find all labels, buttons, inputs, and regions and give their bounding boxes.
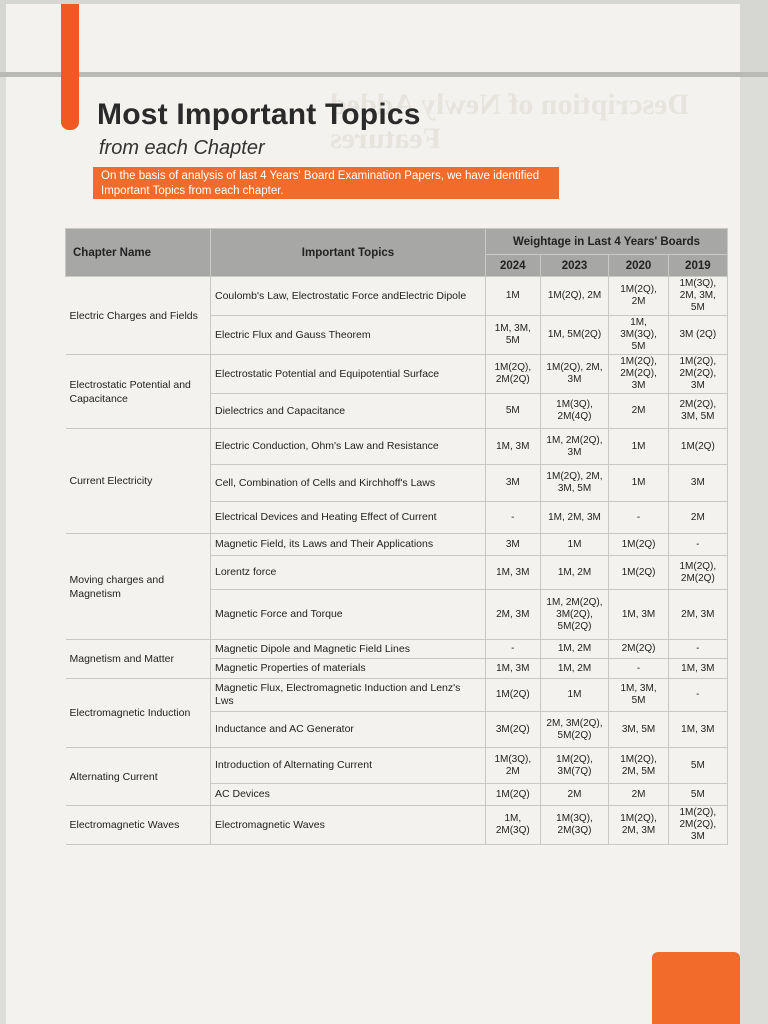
table-row bbox=[66, 679, 728, 712]
weightage-cell-2024: 1M, 3M bbox=[486, 429, 541, 465]
chapter-name-cell: Electrostatic Potential and Capacitance bbox=[66, 355, 211, 429]
weightage-cell-2024: 1M, 2M(3Q) bbox=[486, 806, 541, 845]
weightage-cell-2020: 1M(2Q), 2M bbox=[609, 277, 668, 316]
chapter-name-cell: Electric Charges and Fields bbox=[66, 277, 211, 355]
weightage-cell-2019: 5M bbox=[668, 748, 727, 784]
weightage-cell-2020: - bbox=[609, 502, 668, 534]
weightage-cell-2024: 3M bbox=[486, 534, 541, 556]
weightage-cell-2023: 1M, 2M, 3M bbox=[540, 502, 609, 534]
weightage-cell-2023: 1M(3Q), 2M(3Q) bbox=[540, 806, 609, 845]
weightage-cell-2020: 2M bbox=[609, 394, 668, 429]
chapter-name-cell: Current Electricity bbox=[66, 429, 211, 534]
weightage-cell-2023: 1M bbox=[540, 679, 609, 712]
weightage-cell-2020: - bbox=[609, 659, 668, 679]
table-row bbox=[66, 277, 728, 316]
topic-cell: Dielectrics and Capacitance bbox=[211, 394, 486, 429]
topics-table-body bbox=[66, 277, 728, 845]
table-row bbox=[66, 640, 728, 659]
weightage-cell-2024: 1M, 3M bbox=[486, 556, 541, 590]
topic-cell: AC Devices bbox=[211, 784, 486, 806]
weightage-cell-2023: 1M, 2M bbox=[540, 640, 609, 659]
orange-corner-tab bbox=[652, 952, 740, 1024]
weightage-cell-2020: 1M bbox=[609, 429, 668, 465]
weightage-cell-2023: 1M(3Q), 2M(4Q) bbox=[540, 394, 609, 429]
weightage-cell-2020: 1M(2Q), 2M, 5M bbox=[609, 748, 668, 784]
show-through-text: Description of Newly Added Features bbox=[330, 88, 690, 155]
weightage-cell-2023: 1M(2Q), 2M bbox=[540, 277, 609, 316]
col-header-topics: Important Topics bbox=[211, 229, 486, 277]
weightage-cell-2020: 1M(2Q) bbox=[609, 534, 668, 556]
weightage-cell-2024: 1M(3Q), 2M bbox=[486, 748, 541, 784]
col-header-chapter: Chapter Name bbox=[66, 229, 211, 277]
weightage-cell-2024: 1M(2Q), 2M(2Q) bbox=[486, 355, 541, 394]
weightage-cell-2023: 1M bbox=[540, 534, 609, 556]
weightage-cell-2020: 3M, 5M bbox=[609, 712, 668, 748]
table-row bbox=[66, 534, 728, 556]
topic-cell: Inductance and AC Generator bbox=[211, 712, 486, 748]
table-row bbox=[66, 748, 728, 784]
col-header-weightage: Weightage in Last 4 Years' Boards bbox=[486, 229, 728, 255]
weightage-cell-2024: 2M, 3M bbox=[486, 590, 541, 640]
topic-cell: Electric Flux and Gauss Theorem bbox=[211, 316, 486, 355]
weightage-cell-2019: - bbox=[668, 534, 727, 556]
table-row bbox=[66, 806, 728, 845]
weightage-cell-2019: 2M bbox=[668, 502, 727, 534]
col-header-year: 2020 bbox=[609, 255, 668, 277]
chapter-name-cell: Electromagnetic Waves bbox=[66, 806, 211, 845]
weightage-cell-2024: 1M, 3M, 5M bbox=[486, 316, 541, 355]
weightage-cell-2023: 1M, 2M bbox=[540, 659, 609, 679]
page-subtitle: from each Chapter bbox=[99, 137, 265, 159]
orange-accent-bar bbox=[61, 4, 79, 130]
weightage-cell-2024: 5M bbox=[486, 394, 541, 429]
table-row bbox=[66, 355, 728, 394]
weightage-cell-2023: 1M, 2M(2Q), 3M bbox=[540, 429, 609, 465]
topic-cell: Lorentz force bbox=[211, 556, 486, 590]
weightage-cell-2023: 2M bbox=[540, 784, 609, 806]
chapter-name-cell: Magnetism and Matter bbox=[66, 640, 211, 679]
weightage-cell-2023: 2M, 3M(2Q), 5M(2Q) bbox=[540, 712, 609, 748]
col-header-year: 2024 bbox=[486, 255, 541, 277]
weightage-cell-2019: 2M(2Q), 3M, 5M bbox=[668, 394, 727, 429]
weightage-cell-2020: 1M(2Q), 2M(2Q), 3M bbox=[609, 355, 668, 394]
topic-cell: Coulomb's Law, Electrostatic Force andElectric Dipole bbox=[211, 277, 486, 316]
topics-table bbox=[65, 228, 728, 845]
weightage-cell-2019: 1M(3Q), 2M, 3M, 5M bbox=[668, 277, 727, 316]
weightage-cell-2019: - bbox=[668, 640, 727, 659]
weightage-cell-2020: 1M(2Q), 2M, 3M bbox=[609, 806, 668, 845]
topic-cell: Introduction of Alternating Current bbox=[211, 748, 486, 784]
weightage-cell-2019: - bbox=[668, 679, 727, 712]
weightage-cell-2023: 1M(2Q), 3M(7Q) bbox=[540, 748, 609, 784]
weightage-cell-2019: 1M(2Q), 2M(2Q), 3M bbox=[668, 355, 727, 394]
topic-cell: Magnetic Dipole and Magnetic Field Lines bbox=[211, 640, 486, 659]
weightage-cell-2020: 1M, 3M bbox=[609, 590, 668, 640]
topic-cell: Magnetic Properties of materials bbox=[211, 659, 486, 679]
topic-cell: Electromagnetic Waves bbox=[211, 806, 486, 845]
weightage-cell-2020: 2M bbox=[609, 784, 668, 806]
weightage-cell-2024: 3M(2Q) bbox=[486, 712, 541, 748]
weightage-cell-2019: 1M, 3M bbox=[668, 712, 727, 748]
weightage-cell-2019: 1M(2Q) bbox=[668, 429, 727, 465]
weightage-cell-2024: 3M bbox=[486, 465, 541, 502]
weightage-cell-2019: 2M, 3M bbox=[668, 590, 727, 640]
weightage-cell-2024: - bbox=[486, 640, 541, 659]
weightage-cell-2024: - bbox=[486, 502, 541, 534]
topic-cell: Electrostatic Potential and Equipotential Surface bbox=[211, 355, 486, 394]
top-rule bbox=[0, 72, 768, 77]
chapter-name-cell: Moving charges and Magnetism bbox=[66, 534, 211, 640]
weightage-cell-2023: 1M, 2M(2Q), 3M(2Q), 5M(2Q) bbox=[540, 590, 609, 640]
topic-cell: Electric Conduction, Ohm's Law and Resistance bbox=[211, 429, 486, 465]
weightage-cell-2023: 1M(2Q), 2M, 3M, 5M bbox=[540, 465, 609, 502]
col-header-year: 2023 bbox=[540, 255, 609, 277]
weightage-cell-2019: 3M bbox=[668, 465, 727, 502]
weightage-cell-2024: 1M(2Q) bbox=[486, 679, 541, 712]
weightage-cell-2019: 5M bbox=[668, 784, 727, 806]
table-row bbox=[66, 429, 728, 465]
weightage-cell-2019: 1M(2Q), 2M(2Q), 3M bbox=[668, 806, 727, 845]
topic-cell: Magnetic Flux, Electromagnetic Induction and Lenz's Lws bbox=[211, 679, 486, 712]
weightage-cell-2024: 1M, 3M bbox=[486, 659, 541, 679]
weightage-cell-2023: 1M, 5M(2Q) bbox=[540, 316, 609, 355]
weightage-cell-2020: 1M bbox=[609, 465, 668, 502]
weightage-cell-2020: 1M(2Q) bbox=[609, 556, 668, 590]
weightage-cell-2023: 1M, 2M bbox=[540, 556, 609, 590]
col-header-year: 2019 bbox=[668, 255, 727, 277]
topic-cell: Electrical Devices and Heating Effect of Current bbox=[211, 502, 486, 534]
weightage-cell-2023: 1M(2Q), 2M, 3M bbox=[540, 355, 609, 394]
intro-banner: On the basis of analysis of last 4 Years' Board Examination Papers, we have identified Important Topics from each chapter. bbox=[93, 167, 559, 199]
weightage-cell-2019: 3M (2Q) bbox=[668, 316, 727, 355]
weightage-cell-2020: 1M, 3M, 5M bbox=[609, 679, 668, 712]
chapter-name-cell: Electromagnetic Induction bbox=[66, 679, 211, 748]
chapter-name-cell: Alternating Current bbox=[66, 748, 211, 806]
weightage-cell-2019: 1M, 3M bbox=[668, 659, 727, 679]
page-title: Most Important Topics bbox=[97, 98, 421, 131]
weightage-cell-2020: 2M(2Q) bbox=[609, 640, 668, 659]
topic-cell: Magnetic Force and Torque bbox=[211, 590, 486, 640]
topic-cell: Cell, Combination of Cells and Kirchhoff's Laws bbox=[211, 465, 486, 502]
weightage-cell-2024: 1M(2Q) bbox=[486, 784, 541, 806]
topic-cell: Magnetic Field, its Laws and Their Applications bbox=[211, 534, 486, 556]
weightage-cell-2024: 1M bbox=[486, 277, 541, 316]
weightage-cell-2020: 1M, 3M(3Q), 5M bbox=[609, 316, 668, 355]
weightage-cell-2019: 1M(2Q), 2M(2Q) bbox=[668, 556, 727, 590]
